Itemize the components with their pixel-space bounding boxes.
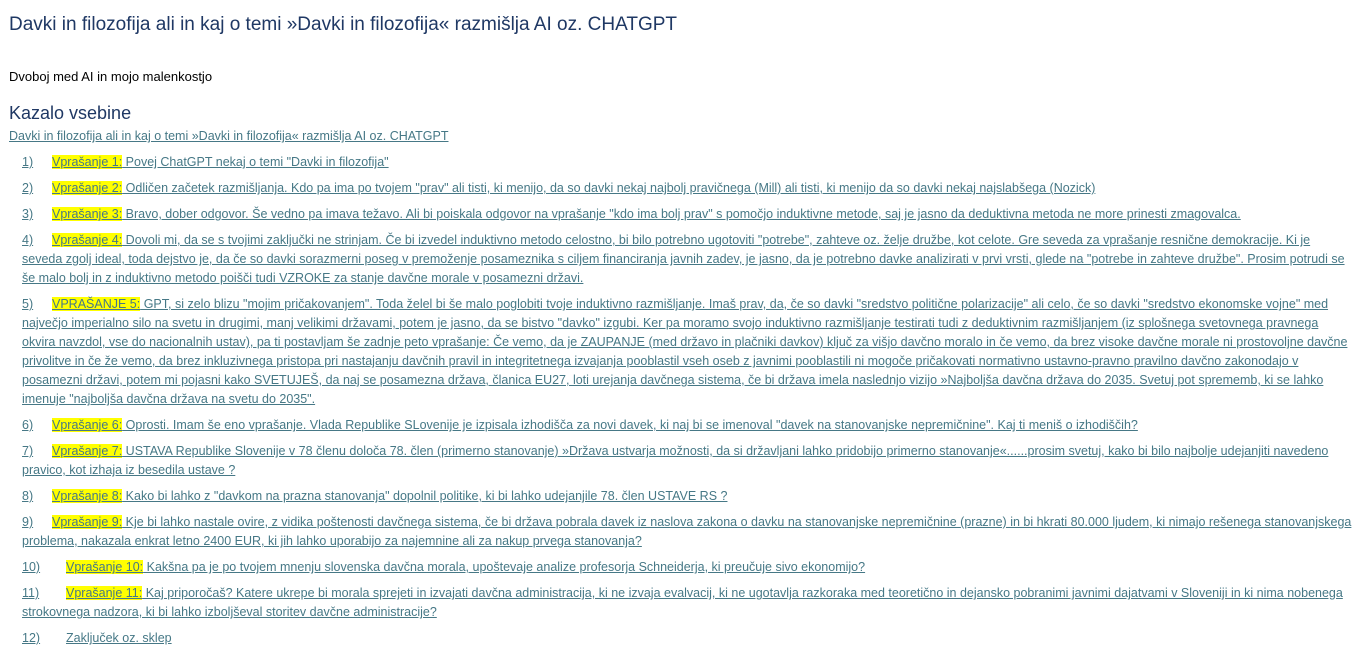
- toc-entry-number: 7): [22, 444, 34, 458]
- toc-entry-number: 2): [22, 181, 34, 195]
- toc-entry-10[interactable]: [22, 558, 1352, 577]
- toc-entry-4[interactable]: [22, 231, 1352, 288]
- toc-entry-label: Vprašanje 9:: [52, 515, 123, 529]
- toc-entry-number: 12): [22, 631, 41, 645]
- toc-entry-text: Zaključek oz. sklep: [66, 631, 172, 645]
- toc-entry-12[interactable]: [22, 629, 1352, 648]
- toc-entry-number: 3): [22, 207, 34, 221]
- toc-entry-label: Vprašanje 3:: [52, 207, 123, 221]
- toc-entry-number: 11): [22, 586, 40, 600]
- toc-entry-text: Povej ChatGPT nekaj o temi "Davki in filozofija": [122, 155, 389, 169]
- toc-entry-text: Dovoli mi, da se s tvojimi zaključki ne strinjam. Če bi izvedel induktivno metodo celostno, bi bilo potrebno ugotoviti "potrebe", zahteve oz. želje družbe, kot celote. Gre seveda za vprašanje resnične demokracije. Ki je seveda zgolj ideal, toda dejstvo je, da če so davki sorazmerni poseg v premoženje posameznika s ciljem financiranja javnih zadev, je jasno, da je potrebno davke analizirati v prvi vrsti, glede na "potrebe in zahteve družbe". Prosim potrudi se še malo bolj in z induktivno metodo poišči tudi VZROKE za stanje davčne morale v posamezni državi.: [22, 233, 1345, 285]
- toc-entry-label: Vprašanje 4:: [52, 233, 123, 247]
- toc-entry-text: Kaj priporočaš? Katere ukrepe bi morala sprejeti in izvajati davčna administracija, ki ne izvaja evalvacij, ki ne ugotavlja razkoraka med teoretično in dejansko pobranimi javnimi dajatvami v Sloveniji in ki nima nobenega strokovnega nadzora, ki bi lahko izboljševal storitev davčne administracije?: [22, 586, 1343, 619]
- toc-entry-number: 5): [22, 297, 34, 311]
- toc-entry-label: Vprašanje 2:: [52, 181, 123, 195]
- toc-top-link[interactable]: Davki in filozofija ali in kaj o temi »Davki in filozofija« razmišlja AI oz. CHATGPT: [9, 129, 449, 143]
- toc-entry-number: 1): [22, 155, 34, 169]
- toc-entry-number: 6): [22, 418, 34, 432]
- toc-entry-text: Bravo, dober odgovor. Še vedno pa imava težavo. Ali bi poiskala odgovor na vprašanje "kdo ima bolj prav" s pomočjo induktivne metode, saj je jasno da deduktivna metoda ne more prinesti zmagovalca.: [122, 207, 1241, 221]
- toc-entry-label: Vprašanje 1:: [52, 155, 123, 169]
- toc-entry-number: 4): [22, 233, 34, 247]
- toc-entry-label: Vprašanje 6:: [52, 418, 123, 432]
- toc-entry-number: 10): [22, 560, 41, 574]
- toc-entry-11[interactable]: [22, 584, 1352, 622]
- toc-entry-text: Odličen začetek razmišljanja. Kdo pa ima po tvojem "prav" ali tisti, ki menijo, da so davki nekaj najbolj pravičnega (Mill) ali tisti, ki menijo da so davki nekaj najslabšega (Nozick): [122, 181, 1096, 195]
- toc-entry-text: Kakšna pa je po tvojem mnenju slovenska davčna morala, upoštevaje analize profesorja Schneiderja, ki preučuje sivo ekonomijo?: [143, 560, 866, 574]
- toc-entry-7[interactable]: [22, 442, 1352, 480]
- toc-entry-label: Vprašanje 8:: [52, 489, 123, 503]
- toc-entry-text: USTAVA Republike Slovenije v 78 členu določa 78. člen (primerno stanovanje) »Država ustvarja možnosti, da si državljani lahko pridobijo primerno stanovanje«......prosim svetuj, kako bi bilo najbolje udejanjiti navedeno pravico, kot izhaja iz besedila ustave ?: [22, 444, 1329, 477]
- document-subtitle: Dvoboj med AI in mojo malenkostjo: [9, 69, 213, 84]
- toc-entry-number: 9): [22, 515, 34, 529]
- document-title: Davki in filozofija ali in kaj o temi »Davki in filozofija« razmišlja AI oz. CHATGPT: [9, 14, 678, 35]
- toc-entry-1[interactable]: [22, 153, 1352, 172]
- toc-entry-label: Vprašanje 10:: [66, 560, 144, 574]
- toc-entry-6[interactable]: [22, 416, 1352, 435]
- toc-entry-text: Oprosti. Imam še eno vprašanje. Vlada Republike SLovenije je izpisala izhodišča za novi davek, ki naj bi se imenoval "davek na stanovanjske nepremičnine". Kaj ti meniš o izhodiščih?: [122, 418, 1138, 432]
- toc-entry-2[interactable]: [22, 179, 1352, 198]
- toc-entry-9[interactable]: [22, 513, 1352, 551]
- toc-heading: Kazalo vsebine: [9, 103, 132, 123]
- toc-entry-label: VPRAŠANJE 5:: [52, 297, 141, 311]
- toc-entry-text: Kako bi lahko z "davkom na prazna stanovanja" dopolnil politike, ki bi lahko udejanjile 78. člen USTAVE RS ?: [122, 489, 728, 503]
- toc-entry-label: Vprašanje 7:: [52, 444, 123, 458]
- toc-entry-8[interactable]: [22, 487, 1352, 506]
- toc-entry-number: 8): [22, 489, 34, 503]
- toc-entry-text: GPT, si zelo blizu "mojim pričakovanjem". Toda želel bi še malo poglobiti tvoje induktivno razmišljanje. Imaš prav, da, če so davki "sredstvo politične polarizacije" ali celo, če so davki "sredstvo ekonomske vojne" med največjo imperialno silo na svetu in drugimi, manj velikimi državami, potem je jasno, da se bistvo "davko" izgubi. Ker pa moramo svojo induktivno razmišljanje testirati tudi z deduktivnim razmišljanjem (iz splošnega svetovnega pravnega okvira navzdol, vse do nacionalnih ustav), pa ti postavljam še zadnje peto vprašanje: Če vemo, da je ZAUPANJE (med državo in plačniki davkov) ključ za višjo davčno moralo in če vemo, da brez visoke davčne morale ni prostovoljne davčne privolitve in če že vemo, da brez inkluzivnega pristopa pri nastajanju davčnih pravil in integritetnega izvajanja pooblastil vseh oseb z javnimi pooblastili ni mogoče pričakovati normativno ustavno-pravno pravilno davčno zakonodajo v posamezni državi, potem mi pojasni kako SVETUJEŠ, da naj se posamezna država, članica EU27, loti urejanja davčnega sistema, če bi država imela naslednjo vizijo »Najboljša davčna država do 2035. Svetuj pot sprememb, ki se lahko imenuje "najboljša davčna država na svetu do 2035".: [22, 297, 1348, 406]
- toc-entry-3[interactable]: [22, 205, 1352, 224]
- toc-entry-label: Vprašanje 11:: [66, 586, 143, 600]
- toc-list: [22, 153, 1352, 655]
- toc-entry-5[interactable]: [22, 295, 1352, 409]
- toc-entry-text: Kje bi lahko nastale ovire, z vidika poštenosti davčnega sistema, če bi država pobrala davek iz naslova zakona o davku na stanovanjske nepremičnine (prazne) in bi hkrati 80.000 ljudem, ki nimajo rešenega stanovanjskega problema, nakazala enkrat letno 2400 EUR, ki jih lahko uporabijo za najemnine ali za nakup prvega stanovanja?: [22, 515, 1352, 548]
